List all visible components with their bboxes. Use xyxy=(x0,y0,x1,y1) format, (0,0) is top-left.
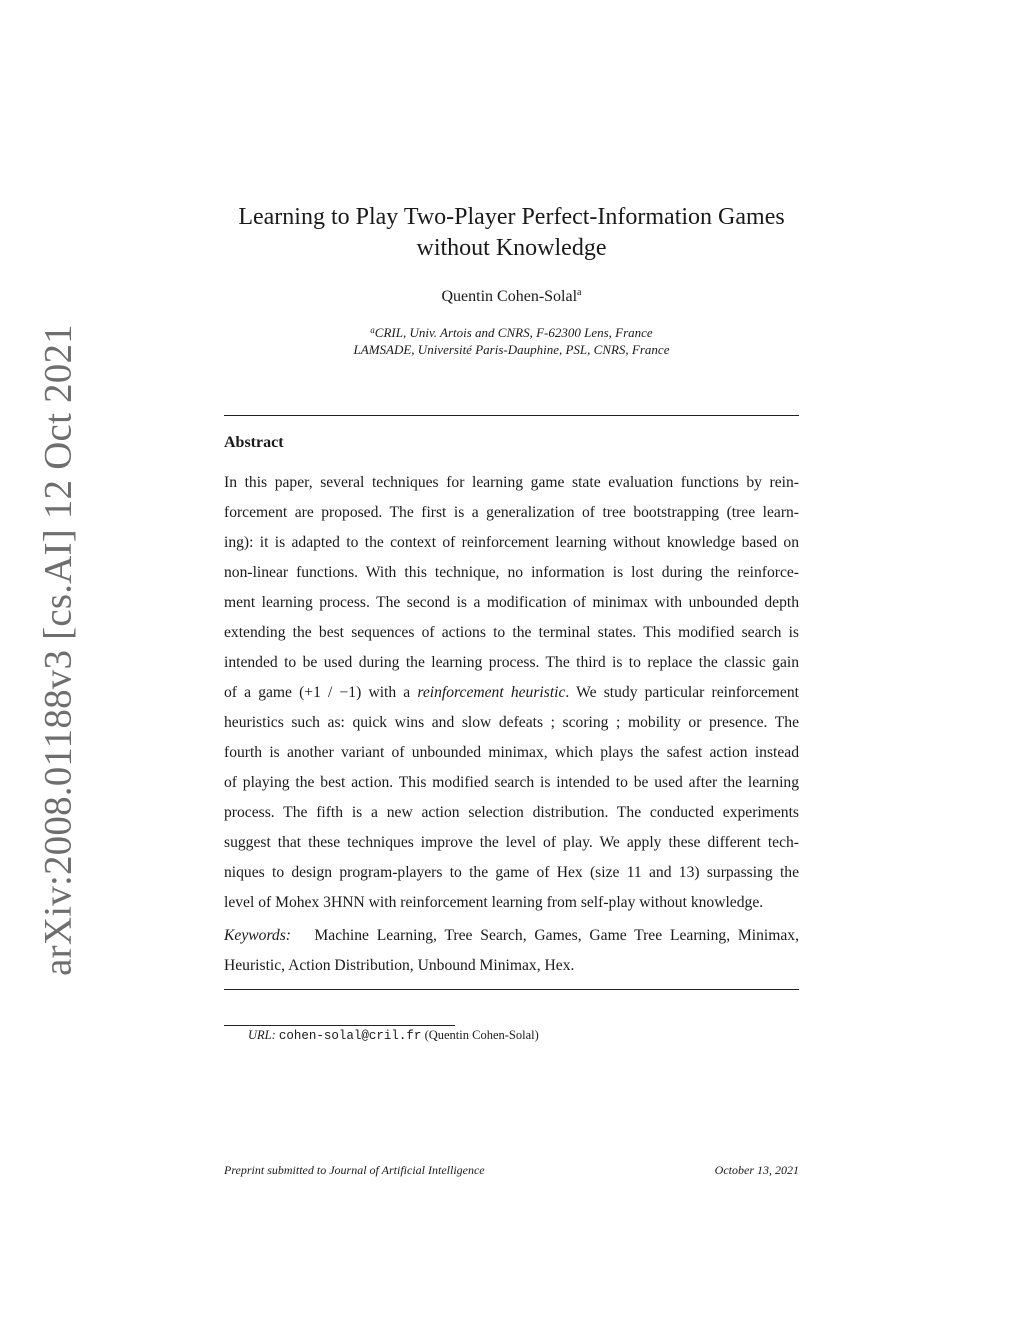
abstract-line: In this paper, several techniques for learning game state evaluation functions by rein- xyxy=(224,474,799,491)
keywords-label: Keywords: xyxy=(224,927,291,944)
abstract-line: suggest that these techniques improve the level of play. We apply these different tech- xyxy=(224,834,799,851)
abstract-line: of playing the best action. This modified search is intended to be used after the learning xyxy=(224,774,799,791)
abstract-line-8-end: . We study particular reinforcement xyxy=(565,684,799,701)
abstract-top-rule xyxy=(224,415,799,416)
abstract-line-8-start: of a game (+1 / −1) with a xyxy=(224,684,418,701)
abstract-heading: Abstract xyxy=(224,434,284,451)
abstract-line: ing): it is adapted to the context of reinforcement learning without knowledge based on xyxy=(224,534,799,551)
affiliation-2: LAMSADE, Université Paris-Dauphine, PSL, CNRS, France xyxy=(353,342,670,357)
abstract-line: ment learning process. The second is a modification of minimax with unbounded depth xyxy=(224,594,799,611)
author-email-link[interactable]: cohen-solal@cril.fr xyxy=(278,1029,422,1043)
abstract-line: non-linear functions. With this technique, no information is lost during the reinforce- xyxy=(224,564,799,581)
abstract-line xyxy=(224,680,799,706)
footnote-rule xyxy=(224,1025,455,1026)
abstract-line: intended to be used during the learning process. The third is to replace the classic gain xyxy=(224,654,799,671)
abstract-line: fourth is another variant of unbounded minimax, which plays the safest action instead xyxy=(224,744,799,761)
abstract-line: forcement are proposed. The first is a generalization of tree bootstrapping (tree learn- xyxy=(224,504,799,521)
reinforcement-heuristic-term: reinforcement heuristic xyxy=(417,684,566,701)
footer-journal: Preprint submitted to Journal of Artificial Intelligence xyxy=(224,1163,485,1177)
footnote-owner: (Quentin Cohen-Solal) xyxy=(424,1028,539,1042)
abstract-bottom-rule xyxy=(224,989,799,990)
keywords-text-1: Machine Learning, Tree Search, Games, Game Tree Learning, Minimax, xyxy=(314,927,799,944)
abstract-line: niques to design program-players to the game of Hex (size 11 and 13) surpassing the xyxy=(224,864,799,881)
author-name: Quentin Cohen-Solal xyxy=(441,288,578,305)
keywords-line-2: Heuristic, Action Distribution, Unbound Minimax, Hex. xyxy=(224,957,575,974)
title-line-2: without Knowledge xyxy=(416,235,607,261)
footer-date: October 13, 2021 xyxy=(714,1163,799,1177)
arxiv-stamp: arXiv:2008.01188v3 [cs.AI] 12 Oct 2021 xyxy=(36,324,80,976)
title-line-1: Learning to Play Two-Player Perfect-Information Games xyxy=(238,204,785,230)
footnote-url-label: URL: xyxy=(248,1028,276,1042)
abstract-line: extending the best sequences of actions to the terminal states. This modified search is xyxy=(224,624,799,641)
author-line xyxy=(224,288,799,306)
affiliation-1 xyxy=(224,325,799,341)
abstract-line: process. The fifth is a new action selection distribution. The conducted experiments xyxy=(224,804,799,821)
affiliation-mark: a xyxy=(370,325,375,335)
abstract-line: level of Mohex 3HNN with reinforcement learning from self-play without knowledge. xyxy=(224,894,764,911)
affiliation-1-text: CRIL, Univ. Artois and CNRS, F-62300 Lens, France xyxy=(374,325,653,340)
paper-title xyxy=(224,202,799,264)
keywords-line-1 xyxy=(224,923,799,949)
author-affiliation-mark: a xyxy=(577,287,582,298)
footnote xyxy=(248,1028,539,1043)
abstract-line: heuristics such as: quick wins and slow defeats ; scoring ; mobility or presence. The xyxy=(224,714,799,731)
